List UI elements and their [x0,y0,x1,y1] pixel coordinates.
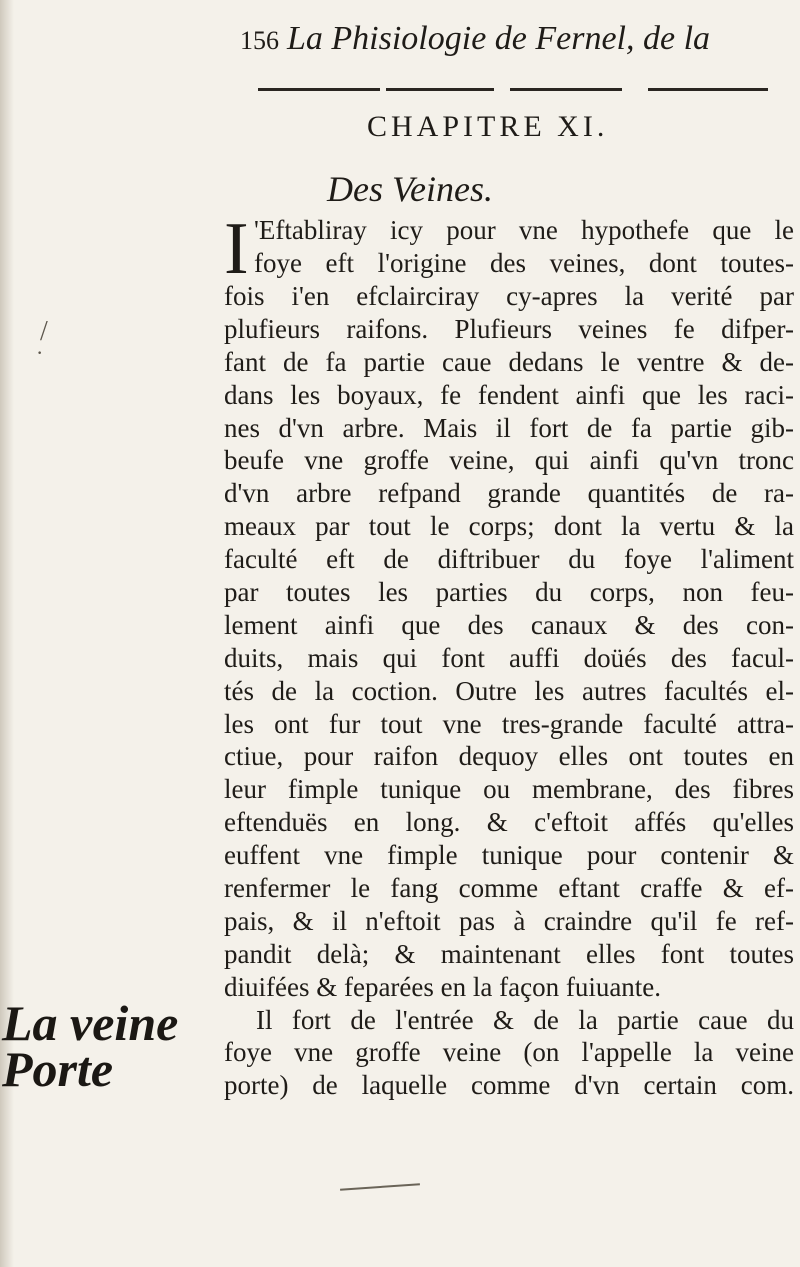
text-line: par toutes les parties du corps, non feu- [224,577,794,608]
text-line: les ont fur tout vne tres-grande faculté attra- [224,708,794,739]
section-title: Des Veines. [327,169,493,209]
rule-segment [510,88,622,91]
running-title: La Phisiologie de Fernel, de la [287,20,711,57]
text-line: diuifées & feparées en la façon fuiuante. [224,971,662,1002]
body-text-top [254,214,794,280]
text-line: leur fimple tunique ou membrane, des fibres [224,774,794,805]
text-line: porte) de laquelle comme d'vn certain com. [224,1070,794,1101]
text-line: Il fort de l'entrée & de la partie caue du [256,1004,794,1035]
rule-segment [386,88,494,91]
margin-note-line: La veine [2,995,179,1051]
text-line: pais, & il n'eftoit pas à craindre qu'il fe ref- [224,905,794,936]
rule-segment [648,88,768,91]
text-line: renfermer le fang comme eftant craffe & ef- [224,873,794,904]
ink-mark [340,1183,420,1191]
margin-mark: / [40,316,48,347]
chapter-heading: CHAPITRE XI. [367,110,609,143]
text-line: plufieurs raifons. Plufieurs veines fe difper- [224,313,794,344]
page-number: 156 [240,26,279,55]
text-line: tés de la coction. Outre les autres facultés el- [224,675,794,706]
drop-cap: I [224,208,249,290]
body-text [224,280,794,1102]
text-line: pandit delà; & maintenant elles font toutes [224,938,794,969]
margin-mark: · [36,340,44,365]
text-line: dans les boyaux, fe fendent ainfi que les raci- [224,379,794,410]
running-head [240,20,780,58]
text-line: faculté eft de diftribuer du foye l'aliment [224,544,794,575]
rule-segment [258,88,380,91]
text-line: nes d'vn arbre. Mais il fort de fa partie gib- [224,412,794,443]
text-line: lement ainfi que des canaux & des con- [224,609,794,640]
text-line: eftenduës en long. & c'eftoit affés qu'elles [224,807,794,838]
text-line: euffent vne fimple tunique pour contenir & [224,840,794,871]
text-line: ctiue, pour raifon dequoy elles ont toutes en [224,741,794,772]
margin-note [2,995,222,1097]
margin-note-line: Porte [2,1041,114,1097]
text-line: fant de fa partie caue dedans le ventre & de- [224,346,794,377]
text-line: foye vne groffe veine (on l'appelle la veine [224,1037,794,1068]
text-line: meaux par tout le corps; dont la vertu & la [224,511,794,542]
text-line: 'Eftabliray icy pour vne hypothefe que le [254,215,794,245]
text-line: duits, mais qui font auffi doüés des facul- [224,642,794,673]
text-line: beufe vne groffe veine, qui ainfi qu'vn tronc [224,445,794,476]
text-line: fois i'en efclairciray cy-apres la verité par [224,281,794,311]
text-line: d'vn arbre refpand grande quantités de ra- [224,478,794,509]
text-line: foye eft l'origine des veines, dont toutes- [254,247,794,278]
